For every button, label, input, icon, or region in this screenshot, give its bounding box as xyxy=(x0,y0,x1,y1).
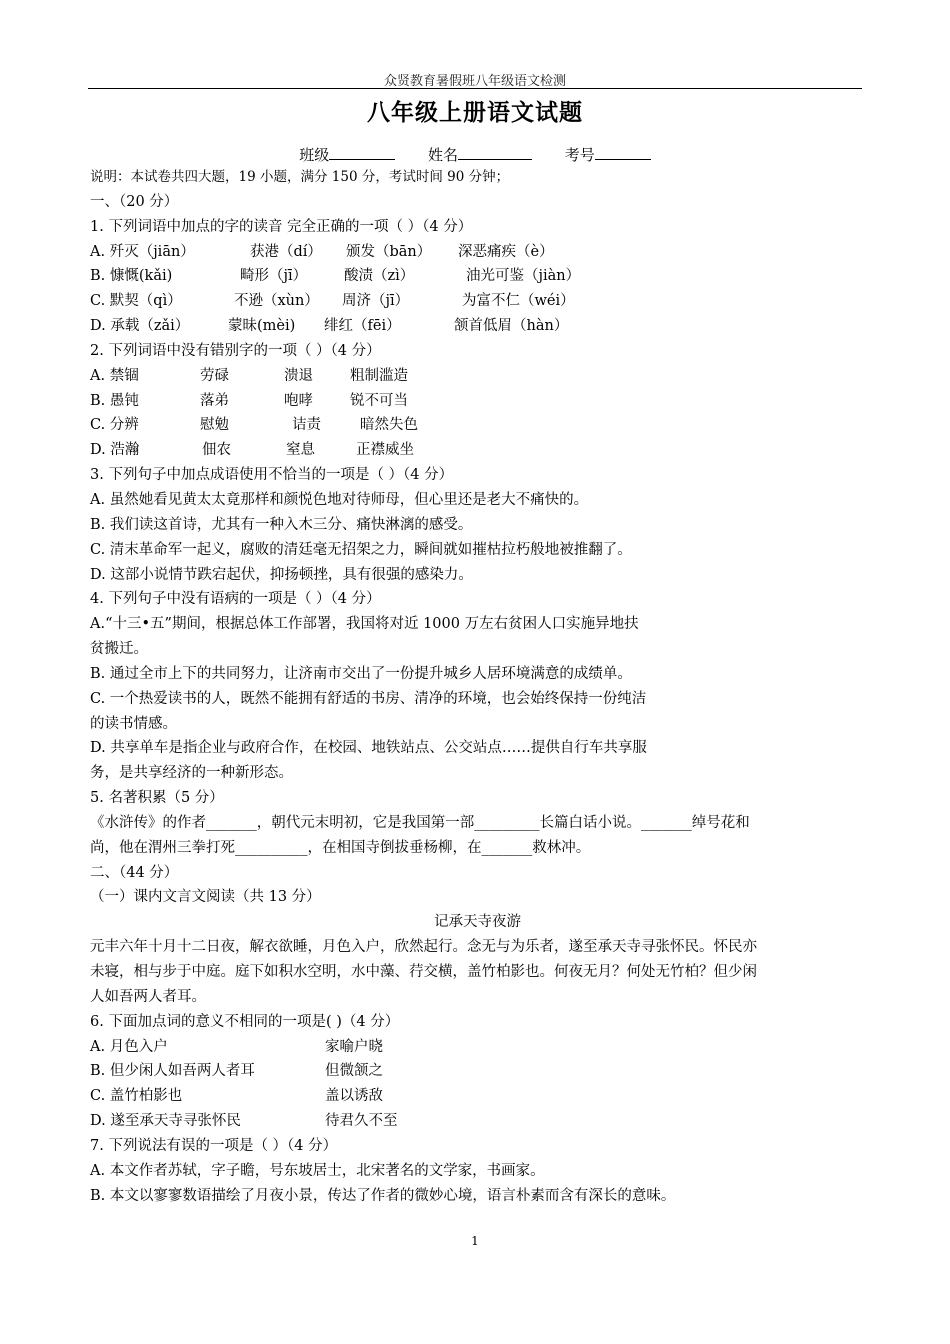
name-field: 姓名 xyxy=(428,144,532,165)
question-3: 3. 下列句子中加点成语使用不恰当的一项是（ ）（4 分） xyxy=(90,467,454,484)
q4-option-d-line2: 务，是共享经济的一种新形态。 xyxy=(90,765,293,782)
id-blank[interactable] xyxy=(595,145,651,160)
question-2: 2. 下列词语中没有错别字的一项（ ）（4 分） xyxy=(90,342,381,359)
answer-blank[interactable]: _________ xyxy=(474,814,540,831)
answer-blank[interactable]: _______ xyxy=(481,839,533,856)
class-field: 班级 xyxy=(299,144,395,165)
q3-option-a: A. 虽然她看见黄太太竟那样和颜悦色地对待师母，但心里还是老大不痛快的。 xyxy=(90,491,589,508)
exam-content xyxy=(90,165,865,1208)
class-blank[interactable] xyxy=(329,145,395,160)
q6-option-b: B. 但少闲人如吾两人者耳 但微颔之 xyxy=(90,1063,383,1080)
q4-option-a-line2: 贫搬迁。 xyxy=(90,641,148,658)
instructions: 说明：本试卷共四大题，19 小题，满分 150 分，考试时间 90 分钟； xyxy=(90,169,510,185)
q5-line2: 尚，他在渭州三拳打死__________，在相国寺倒拔垂杨柳，在_______救林冲。 xyxy=(90,839,591,856)
passage-line-1: 元丰六年十月十二日夜，解衣欲睡，月色入户，欣然起行。念无与为乐者，遂至承天寺寻张怀民。怀民亦 xyxy=(90,939,757,956)
passage-line-2: 未寝，相与步于中庭。庭下如积水空明，水中藻、荇交横，盖竹柏影也。何夜无月？何处无竹柏？但少闲 xyxy=(90,964,757,980)
question-5: 5. 名著积累（5 分） xyxy=(90,790,224,807)
id-field: 考号 xyxy=(565,144,651,165)
name-blank[interactable] xyxy=(458,145,532,160)
section-1-heading: 一、（20 分） xyxy=(90,193,179,210)
student-info xyxy=(0,144,950,165)
q2-option-a: A. 禁锢 劳碌 溃退 粗制滥造 xyxy=(90,367,408,384)
q6-option-c: C. 盖竹柏影也 盖以诱敌 xyxy=(90,1088,383,1105)
q2-option-b: B. 愚钝 落弟 咆哮 锐不可当 xyxy=(90,392,408,409)
q5-line1: 《水浒传》的作者_______，朝代元末明初，它是我国第一部_________长篇白话小说。_______绰号花和 xyxy=(90,814,750,831)
passage-title: 记承天寺夜游 xyxy=(434,914,521,931)
question-6: 6. 下面加点词的意义不相同的一项是( )（4 分） xyxy=(90,1013,400,1030)
question-1: 1. 下列词语中加点的字的读音 完全正确的一项（ ）（4 分） xyxy=(90,218,473,235)
q4-option-b: B. 通过全市上下的共同努力，让济南市交出了一份提升城乡人居环境满意的成绩单。 xyxy=(90,665,632,682)
q3-option-c: C. 清末革命军一起义，腐败的清廷毫无招架之力，瞬间就如摧枯拉朽般地被推翻了。 xyxy=(90,541,632,558)
question-7: 7. 下列说法有误的一项是（ ）（4 分） xyxy=(90,1137,338,1154)
q3-option-b: B. 我们读这首诗，尤其有一种入木三分、痛快淋漓的感受。 xyxy=(90,516,473,533)
q4-option-d-line1: D. 共享单车是指企业与政府合作，在校园、地铁站点、公交站点……提供自行车共享服 xyxy=(90,740,647,757)
q2-option-c: C. 分辨 慰勉 诘责 暗然失色 xyxy=(90,417,418,434)
q4-option-a-line1: A.“十三•五”期间，根据总体工作部署，我国将对近 1000 万左右贫困人口实施异地扶 xyxy=(90,616,639,633)
q1-option-a: A. 歼灭（jiān） 获港（dí） 颁发（bān） 深恶痛疾（è） xyxy=(90,243,554,260)
page-number: 1 xyxy=(471,1234,479,1248)
q3-option-d: D. 这部小说情节跌宕起伏，抑扬顿挫，具有很强的感染力。 xyxy=(90,566,473,583)
q4-option-c-line1: C. 一个热爱读书的人，既然不能拥有舒适的书房、清净的环境，也会始终保持一份纯洁 xyxy=(90,690,647,707)
q1-option-c: C. 默契（qì） 不逊（xùn） 周济（jī） 为富不仁（wéi） xyxy=(90,293,575,310)
section-2-heading: 二、（44 分） xyxy=(90,864,179,881)
q6-option-a: A. 月色入户 家喻户晓 xyxy=(90,1038,383,1055)
page-title: 八年级上册语文试题 xyxy=(367,100,583,126)
page-header: 众贤教育暑假班八年级语文检测 xyxy=(383,74,566,89)
header-rule xyxy=(88,88,862,89)
answer-blank[interactable]: __________ xyxy=(235,839,308,856)
answer-blank[interactable]: _______ xyxy=(641,814,692,831)
passage-line-3: 人如吾两人者耳。 xyxy=(90,988,206,1005)
q7-option-a: A. 本文作者苏轼，字子瞻，号东坡居士，北宋著名的文学家，书画家。 xyxy=(90,1162,545,1179)
q1-option-d: D. 承载（zǎi） 蒙昧(mèi) 绯红（fēi） 颔首低眉（hàn） xyxy=(90,318,569,335)
q6-option-d: D. 遂至承天寺寻张怀民 待君久不至 xyxy=(90,1113,398,1130)
q2-option-d: D. 浩瀚 佃农 窒息 正襟威坐 xyxy=(90,442,414,459)
q1-option-b: B. 慷慨(kǎi) 畸形（jī） 酸渍（zì） 油光可鉴（jiàn） xyxy=(90,268,581,285)
answer-blank[interactable]: _______ xyxy=(206,814,257,831)
q4-option-c-line2: 的读书情感。 xyxy=(90,715,177,732)
subsection-heading: （一）课内文言文阅读（共 13 分） xyxy=(90,889,321,906)
question-4: 4. 下列句子中没有语病的一项是（ ）（4 分） xyxy=(90,591,381,608)
q7-option-b: B. 本文以寥寥数语描绘了月夜小景，传达了作者的微妙心境，语言朴素而含有深长的意味。 xyxy=(90,1187,676,1204)
